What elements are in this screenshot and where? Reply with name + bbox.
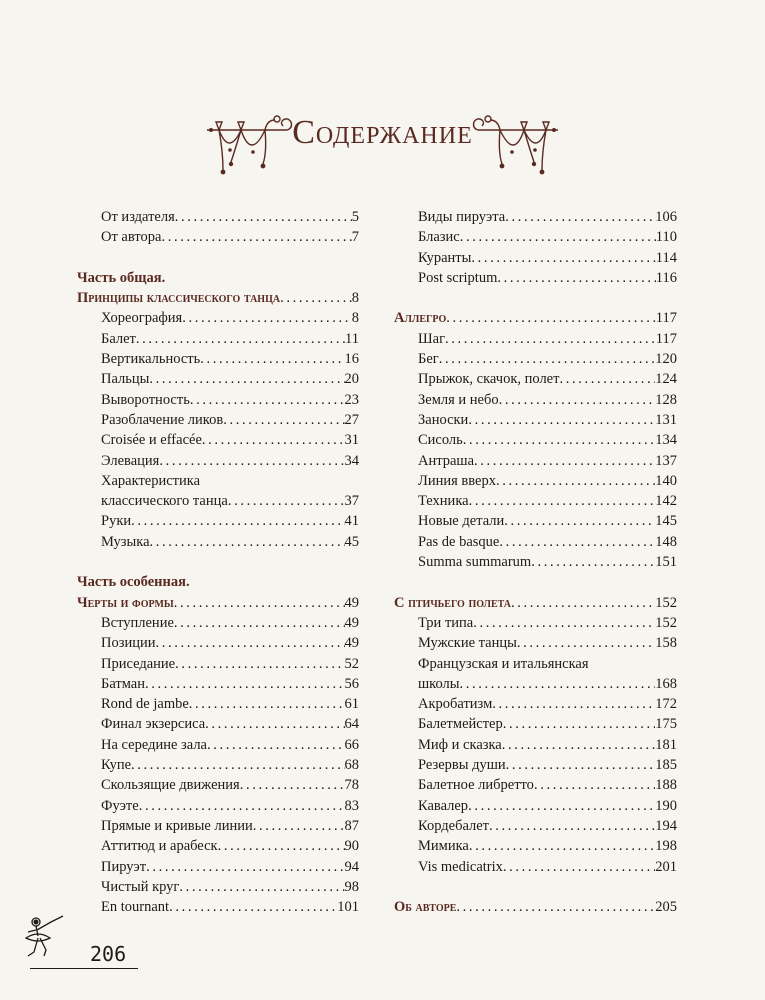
toc-page-number: 64	[344, 716, 359, 733]
toc-page-number: 8	[351, 290, 359, 307]
toc-entry-label: От автора	[101, 229, 162, 246]
toc-entry[interactable]	[394, 349, 677, 369]
toc-page-number: 152	[655, 614, 677, 631]
dot-leader	[218, 836, 345, 856]
dot-leader	[469, 836, 655, 856]
toc-entry[interactable]	[77, 369, 359, 389]
toc-entry-label: Фуэте	[101, 797, 139, 814]
toc-entry[interactable]	[77, 816, 359, 836]
toc-entry[interactable]	[394, 836, 677, 856]
toc-page-number: 117	[655, 330, 677, 347]
dot-leader	[468, 796, 655, 816]
toc-entry[interactable]	[77, 796, 359, 816]
dot-leader	[492, 694, 655, 714]
toc-entry-label: Хореография	[101, 310, 183, 327]
toc-entry-label: Пальцы	[101, 371, 150, 388]
dot-leader	[150, 532, 345, 552]
toc-page-number: 66	[344, 736, 359, 753]
toc-section-entry[interactable]	[77, 288, 359, 308]
toc-page-number: 20	[344, 371, 359, 388]
toc-page-number: 87	[344, 817, 359, 834]
toc-entry[interactable]	[77, 877, 359, 897]
dot-leader	[146, 857, 344, 877]
toc-entry[interactable]	[394, 857, 677, 877]
dot-leader	[200, 349, 344, 369]
toc-entry[interactable]	[394, 613, 677, 633]
dot-leader	[503, 857, 655, 877]
toc-entry-label: Миф и сказка	[418, 736, 502, 753]
toc-entry-label: Руки	[101, 513, 132, 530]
dot-leader	[175, 207, 352, 227]
toc-entry[interactable]	[77, 308, 359, 328]
toc-page-number: 137	[655, 452, 677, 469]
toc-page-number: 152	[655, 594, 677, 611]
toc-entry[interactable]	[77, 349, 359, 369]
toc-entry[interactable]	[77, 714, 359, 734]
toc-page-number: 185	[655, 757, 677, 774]
dot-leader	[131, 511, 344, 531]
dot-leader	[182, 308, 352, 328]
toc-page-number: 11	[345, 330, 359, 347]
toc-entry-label: Черты и формы	[77, 594, 174, 611]
toc-entry-label: Куранты	[418, 249, 472, 266]
toc-entry-label: От издателя	[101, 209, 175, 225]
toc-entry[interactable]	[394, 674, 677, 694]
toc-page-number: 116	[655, 269, 677, 286]
dot-leader	[559, 369, 655, 389]
toc-entry-label: Техника	[418, 493, 469, 510]
toc-page-number: 198	[655, 838, 677, 855]
dot-leader	[504, 511, 655, 531]
toc-page-number: 106	[655, 209, 677, 225]
toc-spacer	[77, 552, 359, 572]
dot-leader	[169, 897, 337, 917]
toc-entry[interactable]	[77, 633, 359, 653]
toc-entry-label: Прыжок, скачок, полет	[418, 371, 560, 388]
dot-leader	[175, 654, 344, 674]
scroll-ornament-right-icon	[470, 110, 560, 190]
dot-leader	[207, 735, 345, 755]
toc-entry[interactable]	[394, 248, 677, 268]
toc-entry-label: Аттитюд и арабеск	[101, 838, 218, 855]
dot-leader	[446, 308, 656, 328]
toc-entry-label: Резервы души	[418, 757, 506, 774]
toc-entry-label: Музыка	[101, 533, 150, 550]
dot-leader	[228, 491, 345, 511]
toc-page-number: 145	[655, 513, 677, 530]
dot-leader	[145, 674, 345, 694]
toc-entry[interactable]	[394, 735, 677, 755]
toc-entry-label: Выворотность	[101, 391, 190, 408]
toc-entry[interactable]	[77, 227, 359, 247]
toc-entry[interactable]	[77, 735, 359, 755]
dot-leader	[179, 877, 344, 897]
toc-entry-label: Мужские танцы	[418, 635, 517, 652]
toc-page-number: 31	[344, 432, 359, 449]
dot-leader	[497, 268, 655, 288]
dot-leader	[161, 227, 351, 247]
toc-page-number: 158	[655, 635, 677, 652]
toc-page-number: 52	[344, 655, 359, 672]
toc-entry[interactable]	[77, 857, 359, 877]
toc-page-number: 201	[655, 858, 677, 875]
toc-page-number: 41	[344, 513, 359, 530]
toc-page-number: 98	[344, 878, 359, 895]
toc-entry[interactable]	[77, 694, 359, 714]
toc-entry-label: Три типа	[418, 614, 474, 631]
dot-leader	[280, 288, 352, 308]
toc-page-number: 194	[655, 817, 677, 834]
dot-leader	[174, 593, 345, 613]
toc-page-number: 90	[344, 838, 359, 855]
toc-page-number: 5	[351, 209, 359, 225]
toc-page-number: 190	[655, 797, 677, 814]
toc-entry-label: Прямые и кривые линии	[101, 817, 253, 834]
toc-entry[interactable]	[77, 430, 359, 450]
toc-entry[interactable]	[394, 755, 677, 775]
toc-entry[interactable]	[394, 369, 677, 389]
dot-leader	[240, 775, 345, 795]
toc-page-number: 8	[351, 310, 359, 327]
dot-leader	[496, 471, 655, 491]
toc-entry-label: Аллегро	[394, 310, 447, 327]
toc-entry[interactable]	[394, 390, 677, 410]
toc-page-number: 168	[655, 675, 677, 692]
dot-leader	[502, 735, 656, 755]
dot-leader	[205, 714, 344, 734]
toc-entry[interactable]	[394, 471, 677, 491]
dot-leader	[474, 451, 655, 471]
toc-entry-label: Акробатизм	[418, 696, 493, 713]
toc-entry-label: Сисоль	[418, 432, 463, 449]
toc-entry-label: Балетное либретто	[418, 777, 534, 794]
toc-entry-label: На середине зала	[101, 736, 207, 753]
dot-leader	[499, 532, 655, 552]
dot-leader	[499, 390, 656, 410]
toc-page-number: 142	[655, 493, 677, 510]
toc-entry-label: Скользящие движения	[101, 777, 240, 794]
toc-entry[interactable]	[394, 775, 677, 795]
toc-page-number: 78	[344, 777, 359, 794]
toc-entry-label: Балетмейстер	[418, 716, 503, 733]
page-number: 206	[90, 942, 127, 966]
dot-leader	[468, 410, 655, 430]
toc-page-number: 37	[344, 493, 359, 510]
toc-entry[interactable]	[77, 674, 359, 694]
toc-entry[interactable]	[77, 755, 359, 775]
dot-leader	[505, 207, 655, 227]
toc-entry-label: En tournant	[101, 899, 170, 916]
dot-leader	[131, 755, 344, 775]
dot-leader	[473, 613, 655, 633]
dot-leader	[189, 694, 345, 714]
toc-entry-label: Пируэт	[101, 858, 147, 875]
dot-leader	[503, 714, 656, 734]
toc-page-number: 151	[655, 554, 677, 571]
toc-page-number: 68	[344, 757, 359, 774]
toc-page-number: 172	[655, 696, 677, 713]
toc-spacer	[394, 288, 677, 308]
toc-entry[interactable]	[77, 532, 359, 552]
toc-entry[interactable]	[394, 227, 677, 247]
toc-page-number: 124	[655, 371, 677, 388]
toc-entry-label: Характеристика	[101, 472, 201, 489]
dot-leader	[511, 593, 655, 613]
toc-entry[interactable]	[77, 329, 359, 349]
toc-page-number: 181	[655, 736, 677, 753]
dot-leader	[139, 796, 345, 816]
toc-page-number: 114	[655, 249, 677, 266]
toc-entry-label: Post scriptum	[418, 269, 498, 286]
toc-entry-label: Мимика	[418, 838, 469, 855]
toc-entry[interactable]	[77, 390, 359, 410]
toc-entry-label: Шаг	[418, 330, 446, 347]
dot-leader	[463, 430, 655, 450]
toc-spacer	[394, 572, 677, 592]
toc-entry[interactable]	[77, 613, 359, 633]
toc-page-number: 128	[655, 391, 677, 408]
dot-leader	[534, 775, 655, 795]
toc-page-number: 49	[344, 614, 359, 631]
toc-entry[interactable]	[394, 491, 677, 511]
toc-entry-label: Rond de jambe	[101, 696, 189, 713]
toc-entry[interactable]	[394, 410, 677, 430]
dot-leader	[202, 430, 345, 450]
page-title: Содержание	[292, 114, 473, 151]
toc-entry[interactable]	[394, 430, 677, 450]
dot-leader	[460, 674, 656, 694]
dot-leader	[174, 613, 345, 633]
toc-entry[interactable]	[394, 552, 677, 572]
toc-page-number: 148	[655, 533, 677, 550]
toc-page-number: 27	[344, 411, 359, 428]
toc-entry-label: Элевация	[101, 452, 160, 469]
toc-page-number: 61	[344, 696, 359, 713]
toc-entry-label: Vis medicatrix	[418, 858, 503, 875]
toc-entry-label: классического танца	[101, 493, 228, 510]
toc-entry-label: Разоблачение ликов	[101, 411, 224, 428]
toc-page-number: 188	[655, 777, 677, 794]
toc-page-number: 23	[344, 391, 359, 408]
toc-page-number: 140	[655, 472, 677, 489]
toc-page-number: 83	[344, 797, 359, 814]
toc-entry-label: школы	[418, 675, 460, 692]
toc-page-number: 49	[344, 594, 359, 611]
toc-page-number: 101	[337, 899, 359, 916]
toc-entry[interactable]	[394, 714, 677, 734]
toc-entry-label: Принципы классического танца	[77, 290, 281, 307]
dot-leader	[506, 755, 656, 775]
toc-entry[interactable]	[394, 532, 677, 552]
toc-entry[interactable]	[394, 451, 677, 471]
toc-entry-label: Купе	[101, 757, 132, 774]
toc-entry-label: Заноски	[418, 411, 469, 428]
toc-entry[interactable]	[77, 491, 359, 511]
toc-entry-label: Финал экзерсиса	[101, 716, 206, 733]
toc-entry[interactable]	[77, 207, 359, 227]
toc-section-entry[interactable]	[394, 593, 677, 613]
toc-entry[interactable]	[77, 410, 359, 430]
toc-page-number: 7	[351, 229, 359, 246]
toc-entry[interactable]	[394, 694, 677, 714]
dot-leader	[439, 349, 656, 369]
toc-entry-label: Позиции	[101, 635, 156, 652]
toc-entry-label: Об авторе	[394, 899, 457, 916]
toc-page-number: 134	[655, 432, 677, 449]
toc-entry[interactable]	[77, 836, 359, 856]
toc-entry[interactable]	[394, 268, 677, 288]
toc-entry-label: Блазис	[418, 229, 460, 246]
toc-entry-label: Линия вверх	[418, 472, 496, 489]
dot-leader	[136, 329, 345, 349]
toc-page-number: 94	[344, 858, 359, 875]
dot-leader	[469, 491, 656, 511]
toc-column-left	[77, 207, 359, 917]
toc-page-number: 49	[344, 635, 359, 652]
toc-section-entry[interactable]	[394, 308, 677, 328]
toc-spacer	[77, 248, 359, 268]
toc-page-number: 175	[655, 716, 677, 733]
toc-entry[interactable]	[77, 511, 359, 531]
toc-entry[interactable]	[77, 451, 359, 471]
toc-entry[interactable]	[77, 654, 359, 674]
dot-leader	[460, 227, 656, 247]
toc-entry-label: Croisée и effacée	[101, 432, 202, 449]
toc-entry-label: Кавалер	[418, 797, 469, 814]
toc-entry-label: С птичьего полета	[394, 594, 512, 611]
toc-entry-label: Антраша	[418, 452, 475, 469]
toc-entry[interactable]	[394, 207, 677, 227]
toc-section-entry[interactable]	[77, 593, 359, 613]
toc-entry-label: Кордебалет	[418, 817, 490, 834]
toc-entry[interactable]	[394, 796, 677, 816]
footer-rule	[30, 968, 138, 969]
toc-page-number: 34	[344, 452, 359, 469]
dot-leader	[471, 248, 655, 268]
toc-page-number: 16	[344, 351, 359, 368]
toc-entry-label: Батман	[101, 675, 145, 692]
toc-column-right	[394, 207, 677, 917]
toc-entry[interactable]	[394, 633, 677, 653]
toc-entry-label: Балет	[101, 330, 136, 347]
toc-page-number: 205	[655, 899, 677, 916]
toc-entry[interactable]	[394, 511, 677, 531]
dot-leader	[159, 451, 344, 471]
toc-part-heading: Часть особенная.	[77, 574, 190, 591]
dot-leader	[223, 410, 344, 430]
toc-page-number: 117	[655, 310, 677, 327]
toc-page-number: 56	[344, 675, 359, 692]
dot-leader	[517, 633, 655, 653]
toc-entry-label: Бег	[418, 351, 439, 368]
dot-leader	[445, 329, 656, 349]
toc-part-heading: Часть общая.	[77, 269, 166, 286]
toc-entry-label: Вступление	[101, 614, 174, 631]
toc-entry-label: Новые детали	[418, 513, 505, 530]
toc-section-entry[interactable]	[394, 897, 677, 917]
dot-leader	[489, 816, 655, 836]
toc-spacer	[394, 877, 677, 897]
toc-entry-label: Вертикальность	[101, 351, 201, 368]
toc-entry-label: Чистый круг	[101, 878, 180, 895]
dot-leader	[149, 369, 344, 389]
dot-leader	[156, 633, 345, 653]
toc-entry-label: Французская и итальянская	[418, 655, 589, 672]
dot-leader	[531, 552, 655, 572]
toc-entry-label: Pas de basque	[418, 533, 500, 550]
dot-leader	[190, 390, 345, 410]
toc-entry[interactable]	[394, 816, 677, 836]
toc-entry[interactable]	[394, 329, 677, 349]
dot-leader	[253, 816, 345, 836]
toc-page-number: 45	[344, 533, 359, 550]
toc-page-number: 110	[655, 229, 677, 246]
toc-page-number: 120	[655, 351, 677, 368]
page-header	[0, 110, 765, 200]
toc-page-number: 131	[655, 411, 677, 428]
toc-entry-label: Земля и небо	[418, 391, 499, 408]
toc-entry-label: Приседание	[101, 655, 176, 672]
toc-entry[interactable]	[77, 775, 359, 795]
dot-leader	[456, 897, 655, 917]
toc-entry-label: Виды пируэта	[418, 209, 506, 225]
toc-entry-label: Summa summarum	[418, 554, 532, 571]
